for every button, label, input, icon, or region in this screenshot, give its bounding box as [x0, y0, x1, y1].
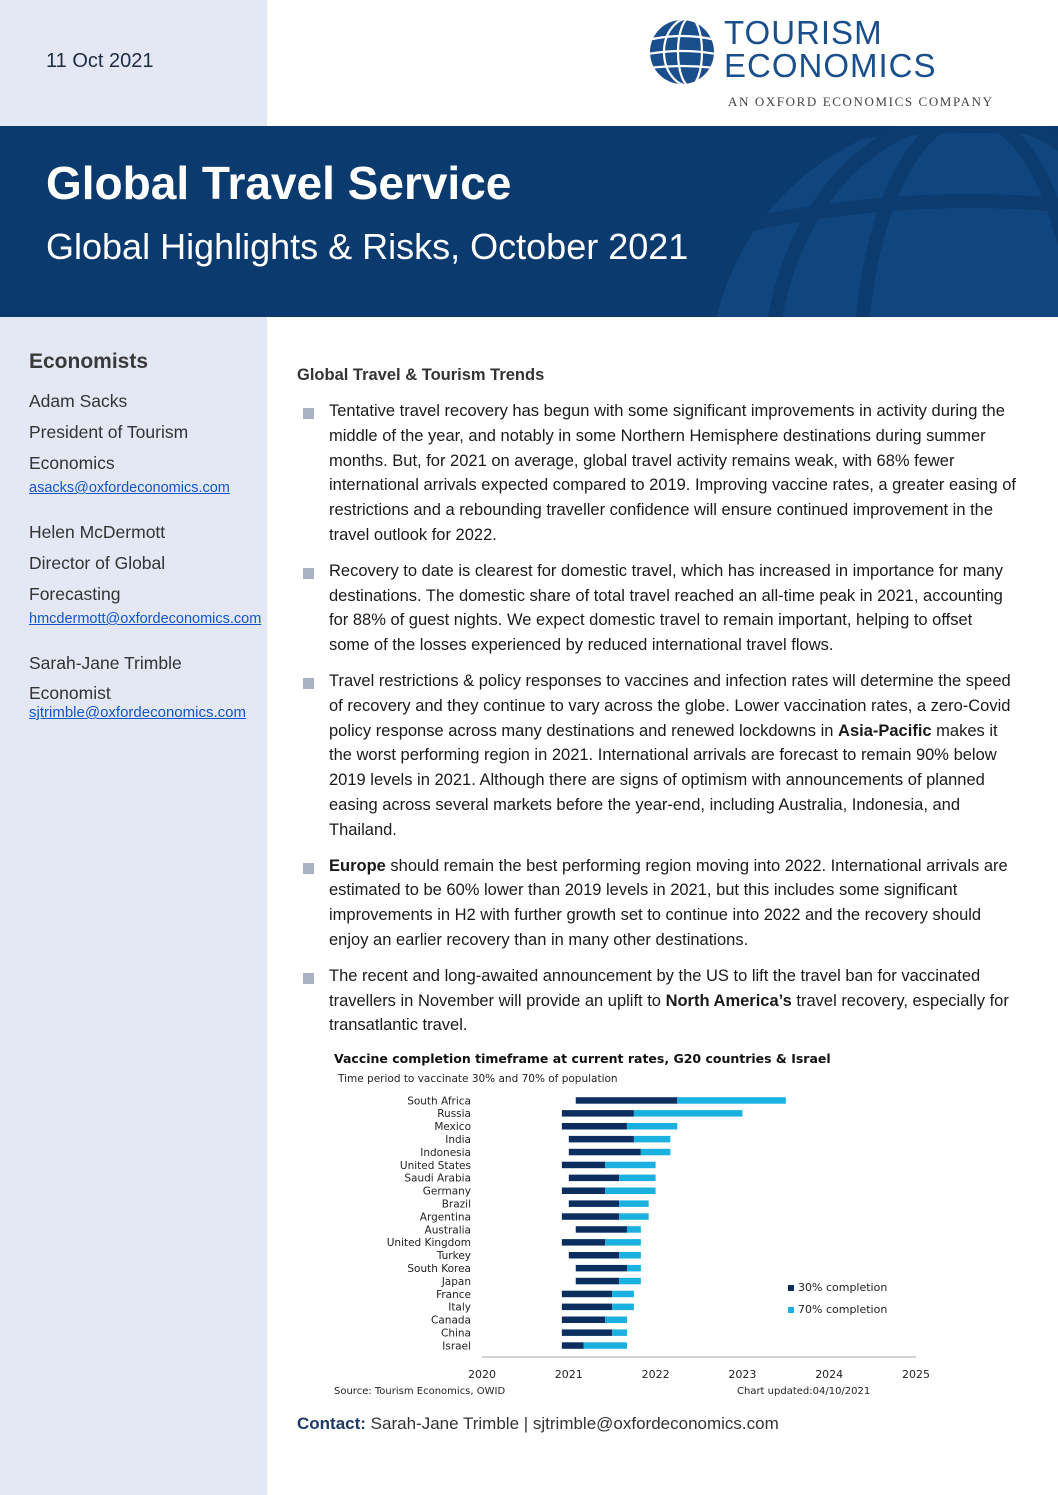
- bar-70pct: [605, 1239, 641, 1246]
- bar-30pct: [576, 1097, 678, 1104]
- bar-30pct: [562, 1304, 612, 1311]
- bar-30pct: [562, 1291, 612, 1298]
- tourism-economics-logo: [648, 16, 1018, 116]
- report-date: 11 Oct 2021: [46, 50, 154, 72]
- y-tick-label: China: [441, 1327, 471, 1340]
- bar-70pct: [627, 1265, 641, 1272]
- contact-label: Contact:: [297, 1414, 366, 1433]
- bar-70pct: [619, 1200, 649, 1207]
- legend-swatch: [788, 1307, 794, 1313]
- y-tick-label: Russia: [437, 1108, 471, 1121]
- y-tick-label: Japan: [441, 1275, 471, 1288]
- bar-30pct: [569, 1175, 619, 1182]
- logo-line1: TOURISM: [724, 14, 883, 51]
- economist-name: Adam Sacks: [29, 391, 128, 411]
- x-tick-label: 2022: [641, 1368, 670, 1381]
- bar-30pct: [569, 1149, 641, 1156]
- bar-70pct: [627, 1123, 677, 1130]
- x-tick-label: 2025: [902, 1368, 930, 1381]
- bullet-item: Travel restrictions & policy responses to vaccines and infection rates will determine the speed of recovery and they continue to vary across the globe. Lower vaccination rates, a zero-Covid policy response across many destinations and renewed lockdowns in Asia-Pacific makes it the worst performing region in 2021. International arrivals are forecast to remain 90% below 2019 levels in 2021. Although there are signs of optimism with announcements of planned easing across several markets before the year-end, including Australia, Indonesia, and Thailand.: [297, 669, 1017, 843]
- bar-30pct: [569, 1136, 634, 1143]
- bar-30pct: [576, 1278, 619, 1285]
- y-tick-label: Turkey: [436, 1250, 471, 1263]
- y-tick-label: Brazil: [441, 1198, 471, 1211]
- chart-title: Vaccine completion timeframe at current rates, G20 countries & Israel: [334, 1051, 831, 1066]
- bar-30pct: [576, 1265, 627, 1272]
- y-tick-label: South Korea: [407, 1262, 471, 1275]
- bullet-item: Recovery to date is clearest for domestic travel, which has increased in importance for many destinations. The domestic share of total travel reached an all-time peak in 2021, accounting for 88% of guest nights. We expect domestic travel to remain important, helping to offset some of the losses experienced by reduced international travel flows.: [297, 559, 1017, 658]
- y-tick-label: Italy: [448, 1301, 471, 1314]
- bar-30pct: [562, 1123, 627, 1130]
- economist-role: Forecasting: [29, 584, 121, 604]
- bar-70pct: [584, 1342, 627, 1349]
- economist-role: Director of Global: [29, 553, 166, 573]
- economist-name: Sarah-Jane Trimble: [29, 653, 182, 673]
- chart-subtitle: Time period to vaccinate 30% and 70% of population: [338, 1073, 618, 1085]
- legend-swatch: [788, 1285, 794, 1291]
- y-tick-label: Israel: [442, 1340, 471, 1353]
- economists-panel: [29, 350, 264, 734]
- logo-wordmark: [724, 16, 937, 82]
- title-banner: [0, 126, 1058, 317]
- economist-role: Economics: [29, 453, 115, 473]
- logo-line2: ECONOMICS: [724, 47, 937, 84]
- bar-30pct: [569, 1252, 619, 1259]
- bar-30pct: [562, 1162, 605, 1169]
- x-tick-label: 2021: [554, 1368, 583, 1381]
- banner-globe-decoration: [640, 126, 1058, 317]
- economist-entry: [29, 648, 264, 722]
- bar-30pct: [562, 1342, 584, 1349]
- report-title: Global Travel Service: [46, 157, 512, 209]
- bar-30pct: [562, 1317, 605, 1324]
- bar-30pct: [562, 1110, 634, 1117]
- y-tick-label: South Africa: [407, 1095, 471, 1108]
- x-tick-label: 2024: [815, 1368, 844, 1381]
- bar-70pct: [627, 1226, 641, 1233]
- bar-70pct: [619, 1213, 649, 1220]
- y-tick-label: France: [436, 1288, 471, 1301]
- bullet-item: Europe should remain the best performing region moving into 2022. International arrivals are estimated to be 60% lower than 2019 levels in 2021, but this includes some significant improvements in H2 with further growth set to continue into 2022 and the recovery should enjoy an earlier recovery than in many other destinations.: [297, 854, 1017, 953]
- vaccine-timeframe-chart: [334, 1046, 934, 1401]
- y-tick-label: Saudi Arabia: [404, 1172, 471, 1185]
- logo-tagline: AN OXFORD ECONOMICS COMPANY: [728, 94, 994, 109]
- y-tick-label: India: [445, 1133, 471, 1146]
- y-tick-label: United States: [399, 1159, 471, 1172]
- main-content: [297, 366, 1017, 1049]
- contact-details: Sarah-Jane Trimble | sjtrimble@oxfordeconomics.com: [365, 1414, 779, 1433]
- bar-70pct: [619, 1175, 655, 1182]
- y-tick-label: Australia: [424, 1224, 471, 1237]
- y-tick-label: Argentina: [419, 1211, 471, 1224]
- bar-70pct: [605, 1317, 627, 1324]
- y-tick-label: Germany: [422, 1185, 471, 1198]
- chart-updated: Chart updated:04/10/2021: [737, 1386, 871, 1397]
- square-bullet-icon: [303, 678, 314, 689]
- square-bullet-icon: [303, 863, 314, 874]
- chart-source: Source: Tourism Economics, OWID: [334, 1386, 506, 1397]
- bar-30pct: [576, 1226, 627, 1233]
- bar-30pct: [562, 1329, 612, 1336]
- economist-role: Economist: [29, 683, 111, 703]
- legend-label: 70% completion: [798, 1303, 888, 1316]
- bar-30pct: [562, 1213, 619, 1220]
- bar-70pct: [612, 1304, 634, 1311]
- economist-role: President of Tourism: [29, 422, 189, 442]
- bullet-list: [297, 399, 1017, 1038]
- section-title: Global Travel & Tourism Trends: [297, 366, 545, 384]
- bar-70pct: [677, 1097, 786, 1104]
- bar-70pct: [612, 1291, 634, 1298]
- x-tick-label: 2020: [468, 1368, 496, 1381]
- report-subtitle: Global Highlights & Risks, October 2021: [46, 226, 689, 267]
- y-tick-label: Canada: [431, 1314, 471, 1327]
- bar-70pct: [612, 1329, 627, 1336]
- contact-line: [297, 1414, 779, 1434]
- bar-70pct: [634, 1136, 670, 1143]
- bar-30pct: [562, 1188, 605, 1195]
- economists-heading: Economists: [29, 350, 149, 373]
- bar-30pct: [562, 1239, 605, 1246]
- bar-70pct: [605, 1162, 655, 1169]
- economist-entry: [29, 517, 264, 628]
- square-bullet-icon: [303, 568, 314, 579]
- economist-name: Helen McDermott: [29, 522, 166, 542]
- bar-30pct: [569, 1200, 619, 1207]
- economist-email-link[interactable]: asacks@oxfordeconomics.com: [29, 480, 230, 496]
- y-tick-label: Mexico: [434, 1121, 471, 1134]
- bar-70pct: [641, 1149, 671, 1156]
- y-tick-label: United Kingdom: [386, 1237, 471, 1250]
- economist-email-link[interactable]: sjtrimble@oxfordeconomics.com: [29, 704, 246, 721]
- economist-entry: [29, 386, 264, 497]
- economist-email-link[interactable]: hmcdermott@oxfordeconomics.com: [29, 611, 262, 627]
- square-bullet-icon: [303, 408, 314, 419]
- y-tick-label: Indonesia: [420, 1146, 471, 1159]
- bar-70pct: [634, 1110, 743, 1117]
- globe-icon: [648, 18, 716, 86]
- bullet-item: The recent and long-awaited announcement by the US to lift the travel ban for vaccinated travellers in November will provide an uplift to North America’s travel recovery, especially for transatlantic travel.: [297, 964, 1017, 1038]
- legend-label: 30% completion: [798, 1281, 888, 1294]
- bullet-item: Tentative travel recovery has begun with some significant improvements in activity during the middle of the year, and notably in some Northern Hemisphere destinations during summer months. But, for 2021 on average, global travel activity remains weak, with 68% fewer international arrivals expected compared to 2019. Improving vaccine rates, a greater easing of restrictions and a rebounding traveller confidence will ensure continued improvement in the travel outlook for 2022.: [297, 399, 1017, 548]
- bar-70pct: [605, 1188, 655, 1195]
- bar-70pct: [619, 1252, 641, 1259]
- bar-70pct: [619, 1278, 641, 1285]
- square-bullet-icon: [303, 973, 314, 984]
- x-tick-label: 2023: [728, 1368, 757, 1381]
